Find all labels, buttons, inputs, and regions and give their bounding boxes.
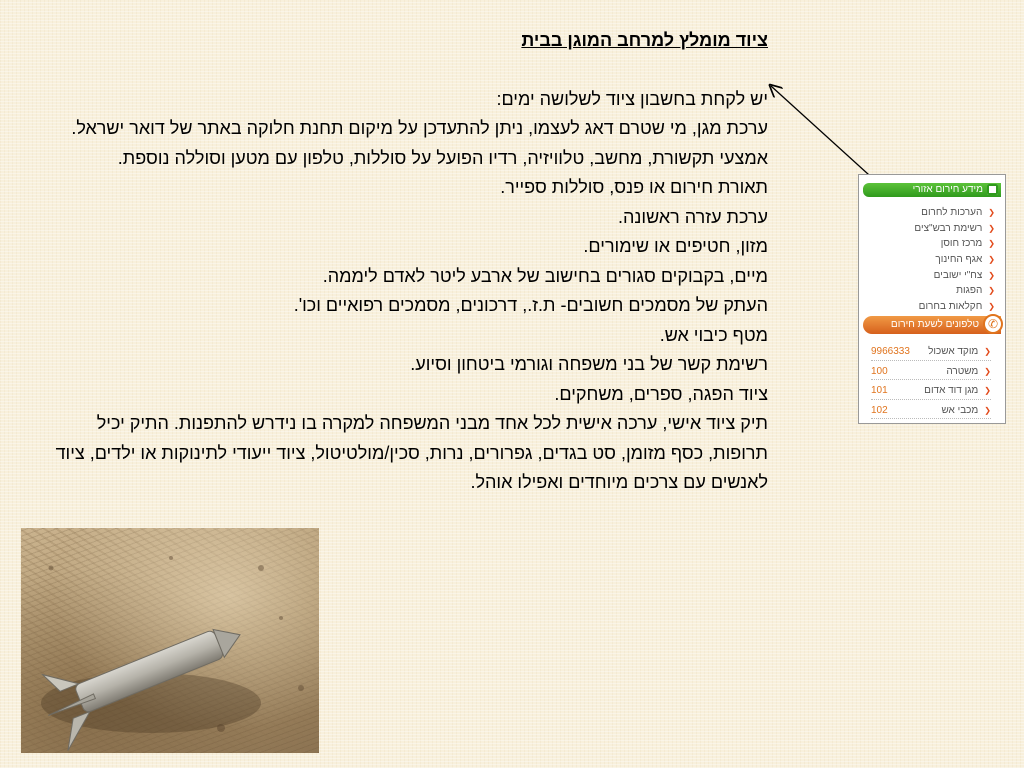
panel-link-label: הערכות לחרום <box>921 207 983 218</box>
phone-row[interactable] <box>871 342 991 362</box>
slide-body <box>40 26 768 498</box>
panel-link[interactable] <box>914 283 995 299</box>
paragraph: יש לקחת בחשבון ציוד לשלושה ימים: <box>496 88 768 109</box>
chevron-left-icon: ❮ <box>988 223 995 233</box>
phone-number: 100 <box>871 365 888 377</box>
rocket-illustration <box>21 528 319 753</box>
panel-link-label: הפגות <box>956 285 983 297</box>
chevron-left-icon: ❮ <box>984 347 991 356</box>
panel-links <box>914 205 995 315</box>
phone-list <box>871 342 991 420</box>
panel-header-phones-label: טלפונים לשעת חירום <box>890 319 979 330</box>
phone-icon: ✆ <box>983 314 1003 334</box>
panel-link-label: אגף החינוך <box>935 254 983 266</box>
panel-link-label: צח"י ישובים <box>933 269 983 281</box>
phone-label: מגן דוד אדום <box>924 385 979 396</box>
panel-header-regional <box>863 183 1001 197</box>
panel-link-label: חקלאות בחרום <box>918 301 983 313</box>
chevron-left-icon: ❮ <box>984 366 991 376</box>
emergency-info-panel <box>858 174 1006 424</box>
chevron-left-icon: ❮ <box>988 208 995 217</box>
chevron-left-icon: ❮ <box>988 255 995 265</box>
phone-row[interactable] <box>871 401 991 421</box>
paragraph: מטף כיבוי אש. <box>659 324 768 345</box>
panel-link[interactable] <box>914 299 995 315</box>
panel-link[interactable] <box>914 205 995 221</box>
panel-link-label: רשימת רבש"צים <box>914 222 983 234</box>
chevron-left-icon: ❮ <box>984 386 991 395</box>
paragraph: תאורת חירום או פנס, סוללות ספייר. <box>500 177 768 197</box>
paragraph: העתק של מסמכים חשובים- ת.ז., דרכונים, מסמכים רפואיים וכו'. <box>293 295 768 315</box>
panel-link[interactable] <box>914 252 995 268</box>
phone-label: משטרה <box>946 365 979 377</box>
panel-link[interactable] <box>914 268 995 284</box>
phone-number: 9966333 <box>871 346 910 357</box>
chevron-left-icon: ❮ <box>988 239 995 249</box>
panel-link[interactable] <box>914 236 995 252</box>
paragraph: מיים, בקבוקים סגורים בחישוב של ארבע ליטר לאדם ליממה. <box>322 265 768 286</box>
panel-link[interactable] <box>914 221 995 237</box>
chevron-left-icon: ❮ <box>988 270 995 280</box>
info-icon <box>987 184 998 195</box>
paragraph: מזון, חטיפים או שימורים. <box>583 236 768 256</box>
paragraph: אמצעי תקשורת, מחשב, טלוויזיה, רדיו הפועל על סוללות, טלפון עם מטען וסוללה נוספת. <box>117 147 768 168</box>
chevron-left-icon: ❮ <box>988 302 995 312</box>
phone-number: 101 <box>871 385 888 396</box>
paragraph: ערכת עזרה ראשונה. <box>617 206 768 227</box>
chevron-left-icon: ❮ <box>984 405 991 415</box>
panel-link-label: מרכז חוסן <box>940 238 983 250</box>
chevron-left-icon: ❮ <box>988 286 995 296</box>
paragraph: תיק ציוד אישי, ערכה אישית לכל אחד מבני המשפחה למקרה בו נידרש להתפנות. התיק יכיל תרופות, כסף מזומן, סט בגדים, גפרורים, נרות, סכין/מולטיטול, ציוד ייעודי לתינוקות או ילדים, ציוד לאנשים עם צרכים מיוחדים ואפילו אוהל. <box>55 413 768 492</box>
panel-header-regional-label: מידע חירום אזורי <box>912 184 983 195</box>
paragraph: ציוד הפגה, ספרים, משחקים. <box>554 383 768 404</box>
rocket-remains-photo <box>21 528 319 753</box>
page-title: ציוד מומלץ למרחב המוגן בבית <box>521 30 768 50</box>
paragraph: רשימת קשר של בני משפחה וגורמי ביטחון וסיוע. <box>410 354 768 374</box>
paragraph: ערכת מגן, מי שטרם דאג לעצמו, ניתן להתעדכן על מיקום תחנת חלוקה באתר של דואר ישראל. <box>71 118 768 138</box>
panel-header-phones <box>863 316 1001 334</box>
phone-row[interactable] <box>871 381 991 401</box>
phone-label: מכבי אש <box>941 404 979 416</box>
phone-row[interactable] <box>871 362 991 382</box>
phone-label: מוקד אשכול <box>928 346 979 357</box>
phone-number: 102 <box>871 404 888 416</box>
